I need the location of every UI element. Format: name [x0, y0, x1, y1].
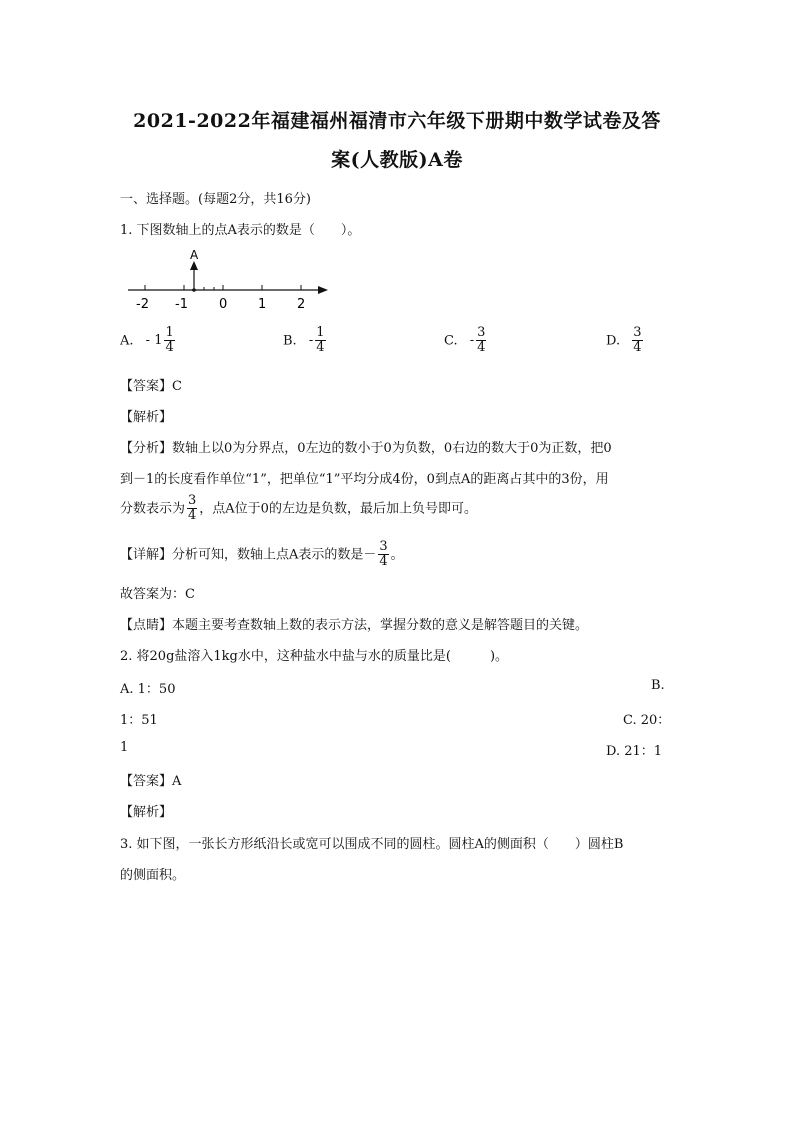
point-a-label: A: [190, 248, 199, 262]
q1-answer: 【答案】C: [120, 379, 182, 394]
q2-option-b-value: 1：51: [120, 713, 158, 728]
q1-analysis-line-3-start: 分数表示为: [120, 501, 186, 517]
tick-label-1: 1: [258, 297, 267, 312]
tick-label-minus-2: -2: [136, 297, 149, 312]
option-b-fraction: [315, 326, 325, 356]
option-b-numerator: 1: [316, 325, 325, 340]
option-c-label: C.: [444, 333, 458, 349]
q2-answer: 【答案】A: [120, 774, 182, 789]
q1-analysis-line-1: 【分析】数轴上以0为分界点，0左边的数小于0为负数，0右边的数大于0为正数，把0: [120, 441, 612, 456]
question-3-stem-line-2: 的侧面积。: [120, 868, 186, 883]
q1-detail-fraction: [378, 540, 388, 570]
option-d-label: D.: [606, 333, 621, 349]
tick-label-2: 2: [297, 297, 306, 312]
option-b-sign: -: [308, 333, 314, 349]
option-d-fraction: [632, 326, 642, 356]
q1-detail-numerator: 3: [379, 539, 388, 554]
question-3-stem-line-1: 3. 如下图，一张长方形纸沿长或宽可以围成不同的圆柱。圆柱A的侧面积（ ）圆柱B: [120, 837, 624, 852]
option-b-denominator: 4: [316, 340, 325, 356]
option-d-denominator: 4: [633, 340, 642, 356]
option-a: [120, 326, 177, 356]
option-c-denominator: 4: [477, 340, 486, 356]
option-c-numerator: 3: [477, 325, 486, 340]
q2-option-d: D. 21：1: [606, 744, 663, 759]
number-line-figure: [120, 248, 340, 316]
q1-detail-denominator: 4: [379, 554, 388, 570]
point-a-marker: [192, 288, 196, 292]
q1-analysis-line-2: 到－1的长度看作单位“1”，把单位“1”平均分成4份，0到点A的距离占其中的3份，用: [120, 472, 609, 487]
q2-option-b-label: B.: [651, 678, 665, 693]
question-1-stem: 1. 下图数轴上的点A表示的数是（ ）。: [120, 223, 361, 238]
option-d: [606, 326, 645, 356]
option-c: [444, 326, 488, 356]
q1-analysis-denominator: 4: [188, 508, 197, 524]
option-b-label: B.: [283, 333, 297, 349]
q1-analysis-numerator: 3: [188, 493, 197, 508]
option-a-fraction: [164, 326, 174, 356]
q1-analysis-line-3: [120, 494, 477, 524]
option-c-fraction: [476, 326, 486, 356]
q2-option-a: A. 1：50: [120, 682, 176, 697]
q2-option-c-value: 1: [120, 740, 129, 755]
document-title-line2: 案(人教版)A卷: [331, 149, 463, 171]
tick-label-minus-1: -1: [175, 297, 188, 312]
q2-analysis-heading: 【解析】: [120, 805, 173, 820]
option-a-label: A.: [120, 333, 134, 349]
q2-option-c-label: C. 20：: [623, 713, 671, 728]
option-d-numerator: 3: [633, 325, 642, 340]
option-c-sign: -: [469, 333, 475, 349]
q1-final-answer: 故答案为：C: [120, 587, 195, 602]
option-a-sign: - 1: [145, 333, 163, 349]
q1-analysis-line-3-end: ，点A位于0的左边是负数，最后加上负号即可。: [199, 501, 477, 517]
q1-comment: 【点睛】本题主要考查数轴上数的表示方法，掌握分数的意义是解答题目的关键。: [120, 618, 589, 633]
q1-detail-start: 【详解】分析可知，数轴上点A表示的数是－: [120, 547, 377, 563]
q1-detail: [120, 540, 404, 570]
option-b: [283, 326, 328, 356]
question-2-stem: 2. 将20g盐溶入1kg水中，这种盐水中盐与水的质量比是( )。: [120, 649, 509, 664]
q1-analysis-fraction: [187, 494, 197, 524]
q1-detail-end: 。: [390, 547, 404, 563]
point-a-arrowhead: [190, 261, 198, 270]
tick-label-0: 0: [219, 297, 228, 312]
option-a-numerator: 1: [165, 325, 174, 340]
option-a-denominator: 4: [165, 340, 174, 356]
q1-analysis-heading: 【解析】: [120, 410, 173, 425]
number-line-arrowhead: [318, 286, 328, 294]
document-title-line1: 2021-2022年福建福州福清市六年级下册期中数学试卷及答: [133, 110, 661, 132]
section-heading: 一、选择题。(每题2分，共16分): [120, 192, 311, 207]
